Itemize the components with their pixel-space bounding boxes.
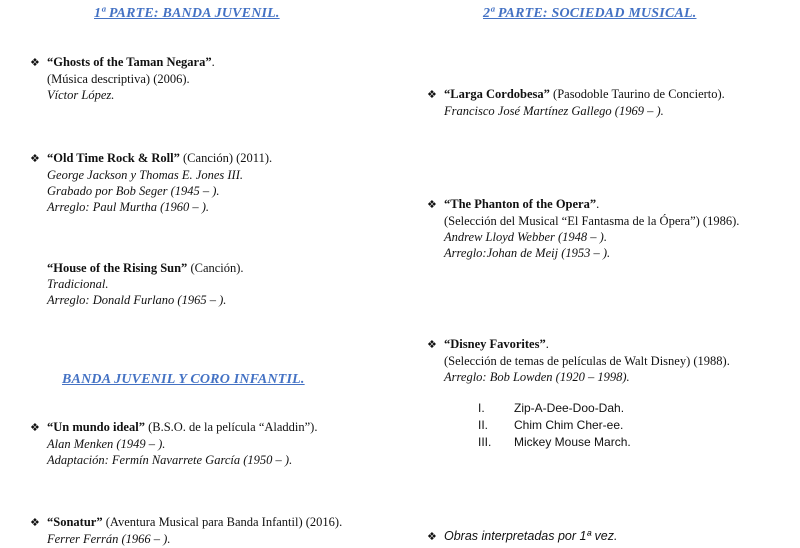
work-title: “Disney Favorites” [444, 337, 546, 351]
work-title: “The Phanton of the Opera” [444, 197, 597, 211]
diamond-bullet-icon: ❖ [427, 530, 437, 543]
footnote [427, 528, 617, 545]
work-subtitle: (Canción) (2011). [179, 151, 273, 165]
work-subtitle: (Aventura Musical para Banda Infantil) (2016). [102, 515, 343, 529]
diamond-bullet-icon: ❖ [30, 56, 40, 69]
diamond-bullet-icon: ❖ [427, 88, 437, 101]
work-old-time-rock [30, 150, 272, 215]
work-subtitle: . [211, 55, 215, 69]
diamond-bullet-icon: ❖ [30, 516, 40, 529]
work-house-rising-sun [30, 260, 244, 308]
section-heading-sociedad-musical: 2ª PARTE: SOCIEDAD MUSICAL. [483, 6, 697, 21]
diamond-bullet-icon: ❖ [427, 338, 437, 351]
work-ghosts [30, 54, 215, 103]
work-subtitle: (Pasodoble Taurino de Concierto). [549, 87, 725, 101]
work-larga-cordobesa [427, 86, 725, 119]
work-arranger: Arreglo: Donald Furlano (1965 – ). [47, 293, 227, 307]
list-label: Zip-A-Dee-Doo-Dah. [514, 401, 625, 415]
work-arranger: Arreglo: Bob Lowden (1920 – 1998). [444, 370, 630, 384]
work-subtitle: (B.S.O. de la película “Aladdin”). [144, 420, 318, 434]
work-composer: Ferrer Ferrán (1966 – ). [47, 532, 171, 546]
work-disney-favorites [427, 336, 730, 385]
section-heading-banda-coro: BANDA JUVENIL Y CORO INFANTIL. [62, 372, 305, 387]
work-detail: (Selección del Musical “El Fantasma de la Ópera”) (1986). [444, 214, 740, 228]
work-title: “Larga Cordobesa” [444, 87, 550, 101]
work-phantom-opera [427, 196, 739, 261]
list-item [478, 417, 631, 434]
work-detail: (Música descriptiva) (2006). [47, 72, 190, 86]
footnote-text: Obras interpretadas por 1ª vez. [444, 529, 618, 543]
work-composer: Alan Menken (1949 – ). [47, 437, 166, 451]
list-item [478, 400, 631, 417]
work-subtitle: . [596, 197, 600, 211]
work-composer: Tradicional. [47, 277, 109, 291]
diamond-bullet-icon: ❖ [30, 152, 40, 165]
list-number: III. [478, 435, 492, 449]
diamond-bullet-icon: ❖ [427, 198, 437, 211]
work-detail: (Selección de temas de películas de Walt Disney) (1988). [444, 354, 730, 368]
work-composer: Víctor López. [47, 88, 115, 102]
work-title: “Ghosts of the Taman Negara” [47, 55, 212, 69]
work-composer: Andrew Lloyd Webber (1948 – ). [444, 230, 607, 244]
work-title: “Old Time Rock & Roll” [47, 151, 180, 165]
work-title: “Un mundo ideal” [47, 420, 145, 434]
work-subtitle: (Canción). [187, 261, 244, 275]
section-heading-banda-juvenil: 1ª PARTE: BANDA JUVENIL. [94, 6, 280, 21]
list-label: Mickey Mouse March. [514, 435, 631, 449]
list-number: I. [478, 401, 485, 415]
work-subtitle: . [545, 337, 549, 351]
work-composer: George Jackson y Thomas E. Jones III. [47, 168, 244, 182]
work-title: “House of the Rising Sun” [47, 261, 188, 275]
work-detail: Grabado por Bob Seger (1945 – ). [47, 184, 220, 198]
work-un-mundo-ideal [30, 419, 317, 468]
work-composer: Francisco José Martínez Gallego (1969 – ). [444, 104, 664, 118]
work-sonatur [30, 514, 342, 547]
list-item [478, 434, 631, 451]
work-arranger: Arreglo: Paul Murtha (1960 – ). [47, 200, 210, 214]
work-arranger: Adaptación: Fermín Navarrete García (1950 – ). [47, 453, 293, 467]
diamond-bullet-icon: ❖ [30, 421, 40, 434]
list-number: II. [478, 418, 489, 432]
work-arranger: Arreglo:Johan de Meij (1953 – ). [444, 246, 611, 260]
work-title: “Sonatur” [47, 515, 103, 529]
list-label: Chim Chim Cher-ee. [514, 418, 624, 432]
disney-medley-list [478, 400, 631, 451]
